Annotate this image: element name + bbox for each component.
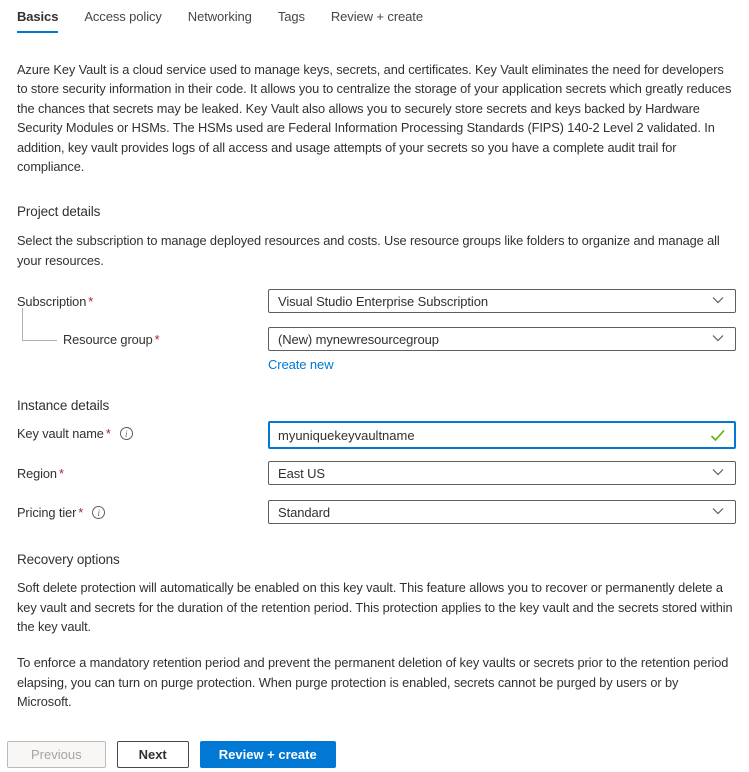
info-icon[interactable]: i <box>120 427 133 440</box>
key-vault-name-label: Key vault name * <box>17 426 111 442</box>
tab-tags[interactable]: Tags <box>277 9 305 24</box>
chevron-down-icon <box>711 332 725 347</box>
service-description: Azure Key Vault is a cloud service used to manage keys, secrets, and certificates. Key Vault eliminates the need for developers to store security information in their code. It allows you to centralize the storage of your application secrets which greatly reduces the chances that secrets may be leaked. Key Vault also allows you to securely store secrets and keys backed by Hardware Security Modules or HSMs. The HSMs used are Federal Information Processing Standards (FIPS) 140-2 Level 2 validated. In addition, key vault provides logs of all access and usage attempts of your secrets so you have a complete audit trail for compliance. <box>17 62 732 175</box>
purge-protection-description: To enforce a mandatory retention period and prevent the permanent deletion of key vaults or secrets prior to the retention period elapsing, you can turn on purge protection. When purge protection is enabled, secrets cannot be purged by users or by Microsoft. <box>17 655 729 710</box>
resource-group-label-group <box>17 327 268 347</box>
section-heading-instance-details: Instance details <box>17 398 110 414</box>
project-details-description: Select the subscription to manage deployed resources and costs. Use resource groups like folders to organize and manage all your resources. <box>17 233 720 268</box>
required-asterisk: * <box>78 505 84 521</box>
resource-group-row <box>17 327 736 372</box>
pricing-tier-row <box>17 500 736 524</box>
region-row <box>17 461 736 485</box>
region-dropdown-value: East US <box>278 465 325 481</box>
required-asterisk: * <box>88 294 94 310</box>
next-button[interactable]: Next <box>117 741 189 768</box>
section-heading-recovery-options: Recovery options <box>17 552 120 568</box>
basics-tab-content <box>0 60 749 712</box>
chevron-down-icon <box>711 466 725 481</box>
region-label-group <box>17 461 268 481</box>
key-vault-name-input-wrap <box>268 421 736 449</box>
wizard-tabs <box>0 0 749 33</box>
pricing-tier-dropdown-value: Standard <box>278 504 330 520</box>
tree-connector-line <box>22 308 57 341</box>
valid-check-icon <box>710 429 726 442</box>
subscription-row <box>17 289 736 313</box>
soft-delete-description: Soft delete protection will automatically be enabled on this key vault. This feature allows you to recover or permanently delete a key vault and secrets for the duration of the retention period. This protection applies to the key vault and the secrets stored within the key vault. <box>17 580 733 635</box>
resource-group-dropdown-value: (New) mynewresourcegroup <box>278 331 439 347</box>
required-asterisk: * <box>105 426 111 442</box>
review-create-button[interactable]: Review + create <box>200 741 336 768</box>
tab-review-create[interactable]: Review + create <box>330 9 423 24</box>
previous-button[interactable]: Previous <box>7 741 106 768</box>
section-heading-project-details: Project details <box>17 204 101 220</box>
subscription-dropdown-value: Visual Studio Enterprise Subscription <box>278 293 488 309</box>
resource-group-dropdown[interactable] <box>268 327 736 351</box>
region-dropdown[interactable] <box>268 461 736 485</box>
key-vault-name-label-group <box>17 421 268 441</box>
subscription-label: Subscription * <box>17 294 94 310</box>
chevron-down-icon <box>711 505 725 520</box>
subscription-label-group <box>17 289 268 309</box>
key-vault-name-row <box>17 421 736 449</box>
pricing-tier-label-group <box>17 500 268 520</box>
pricing-tier-label: Pricing tier * <box>17 505 84 521</box>
pricing-tier-dropdown[interactable] <box>268 500 736 524</box>
wizard-footer <box>7 741 336 768</box>
tab-access-policy[interactable]: Access policy <box>84 9 162 24</box>
info-icon[interactable]: i <box>92 506 105 519</box>
key-vault-name-input[interactable] <box>278 423 710 447</box>
tab-basics[interactable]: Basics <box>17 9 58 33</box>
required-asterisk: * <box>58 466 64 482</box>
create-new-link[interactable]: Create new <box>268 357 334 373</box>
required-asterisk: * <box>154 332 160 348</box>
resource-group-label: Resource group * <box>63 332 160 348</box>
subscription-dropdown[interactable] <box>268 289 736 313</box>
region-label: Region * <box>17 466 64 482</box>
chevron-down-icon <box>711 294 725 309</box>
tab-networking[interactable]: Networking <box>187 9 252 24</box>
